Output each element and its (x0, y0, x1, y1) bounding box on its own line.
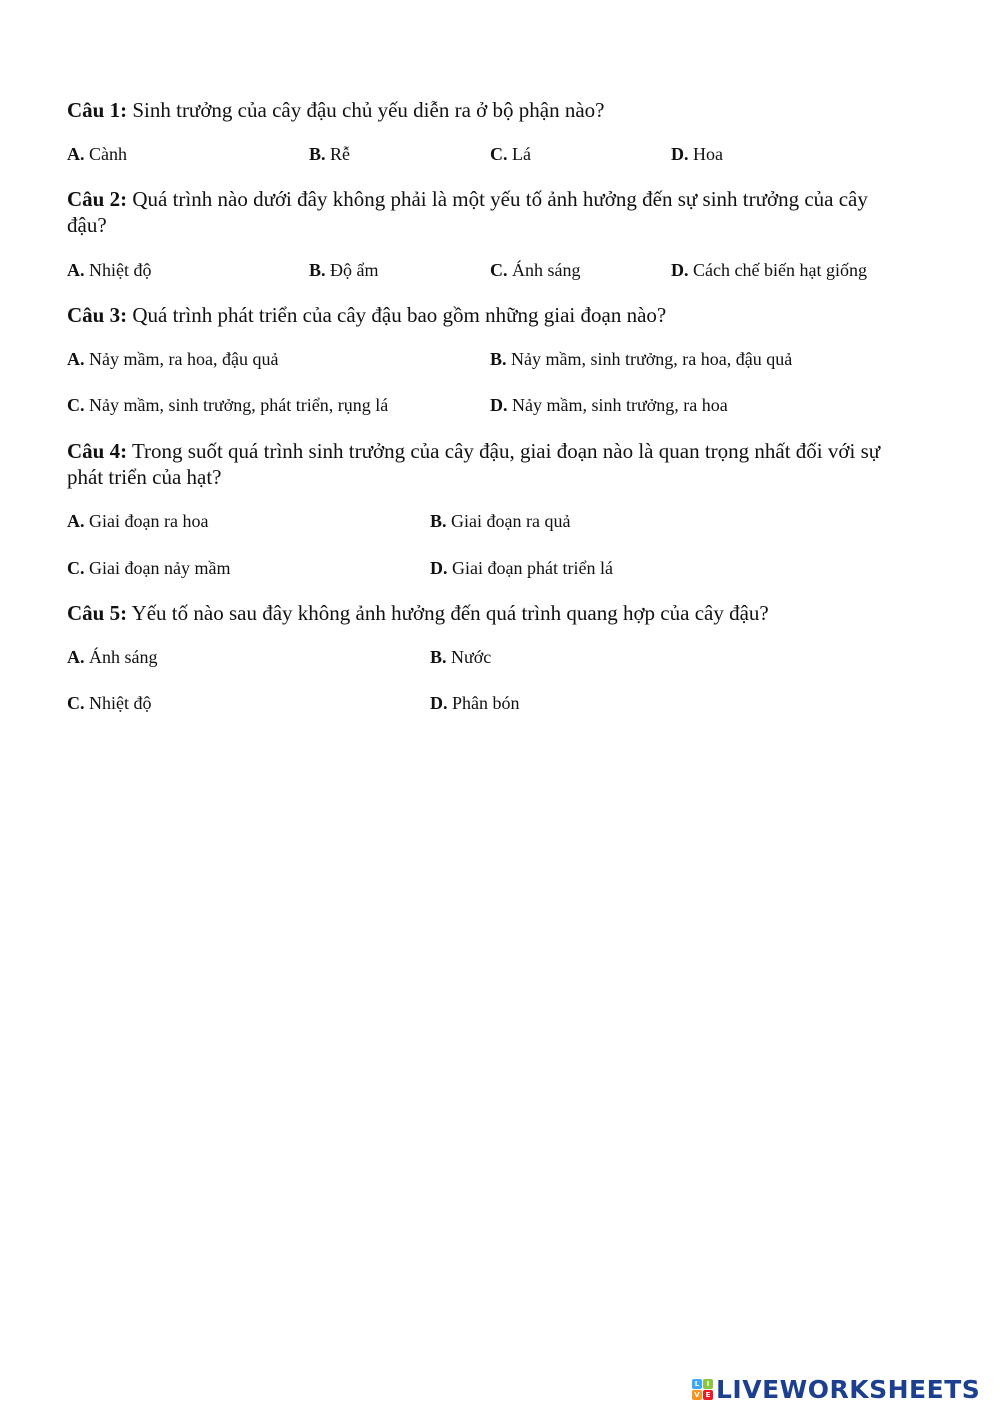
q3-option-a[interactable]: A. Nảy mầm, ra hoa, đậu quả (67, 349, 279, 369)
question-4-label: Câu 4: (67, 439, 128, 463)
question-3-text: Quá trình phát triển của cây đậu bao gồm những giai đoạn nào? (127, 303, 667, 327)
q5-option-a[interactable]: A. Ánh sáng (67, 647, 158, 667)
q2-option-b[interactable]: B. Độ ẩm (309, 260, 379, 280)
question-2-label: Câu 2: (67, 187, 128, 211)
liveworksheets-logo (692, 1374, 980, 1404)
q4-option-c[interactable]: C. Giai đoạn nảy mầm (67, 558, 231, 578)
q3-option-c[interactable]: C. Nảy mầm, sinh trưởng, phát triển, rụng lá (67, 395, 389, 415)
question-5 (67, 600, 907, 626)
logo-tile-i: I (703, 1379, 713, 1389)
question-1-label: Câu 1: (67, 98, 128, 122)
logo-tile-v: V (692, 1390, 702, 1400)
liveworksheets-logo-icon (692, 1379, 713, 1400)
q2-option-d[interactable]: D. Cách chế biến hạt giống (671, 260, 867, 280)
liveworksheets-logo-text: LIVEWORKSHEETS (716, 1374, 981, 1404)
question-1 (67, 97, 907, 123)
q1-option-d[interactable]: D. Hoa (671, 144, 723, 164)
question-4-text: Trong suốt quá trình sinh trưởng của cây đậu, giai đoạn nào là quan trọng nhất đối với sự phát triển của hạt? (67, 439, 881, 489)
question-3-label: Câu 3: (67, 303, 128, 327)
question-3 (67, 302, 907, 328)
q2-option-c[interactable]: C. Ánh sáng (490, 260, 581, 280)
question-2-text: Quá trình nào dưới đây không phải là một yếu tố ảnh hưởng đến sự sinh trưởng của cây đậu? (67, 187, 868, 237)
q1-option-a[interactable]: A. Cành (67, 144, 127, 164)
question-2 (67, 186, 907, 238)
q3-option-d[interactable]: D. Nảy mầm, sinh trưởng, ra hoa (490, 395, 728, 415)
q5-option-c[interactable]: C. Nhiệt độ (67, 693, 152, 713)
q2-option-a[interactable]: A. Nhiệt độ (67, 260, 152, 280)
question-1-text: Sinh trưởng của cây đậu chủ yếu diễn ra ở bộ phận nào? (127, 98, 605, 122)
q5-option-b[interactable]: B. Nước (430, 647, 492, 667)
logo-tile-l: L (692, 1379, 702, 1389)
q4-option-a[interactable]: A. Giai đoạn ra hoa (67, 511, 209, 531)
logo-tile-e: E (703, 1390, 713, 1400)
q1-option-b[interactable]: B. Rễ (309, 144, 351, 164)
q4-option-b[interactable]: B. Giai đoạn ra quả (430, 511, 571, 531)
q4-option-d[interactable]: D. Giai đoạn phát triển lá (430, 558, 613, 578)
q3-option-b[interactable]: B. Nảy mầm, sinh trưởng, ra hoa, đậu quả (490, 349, 793, 369)
q5-option-d[interactable]: D. Phân bón (430, 693, 520, 713)
question-5-text: Yếu tố nào sau đây không ảnh hưởng đến quá trình quang hợp của cây đậu? (127, 601, 769, 625)
question-5-label: Câu 5: (67, 601, 128, 625)
q1-option-c[interactable]: C. Lá (490, 144, 531, 164)
question-4 (67, 438, 907, 490)
